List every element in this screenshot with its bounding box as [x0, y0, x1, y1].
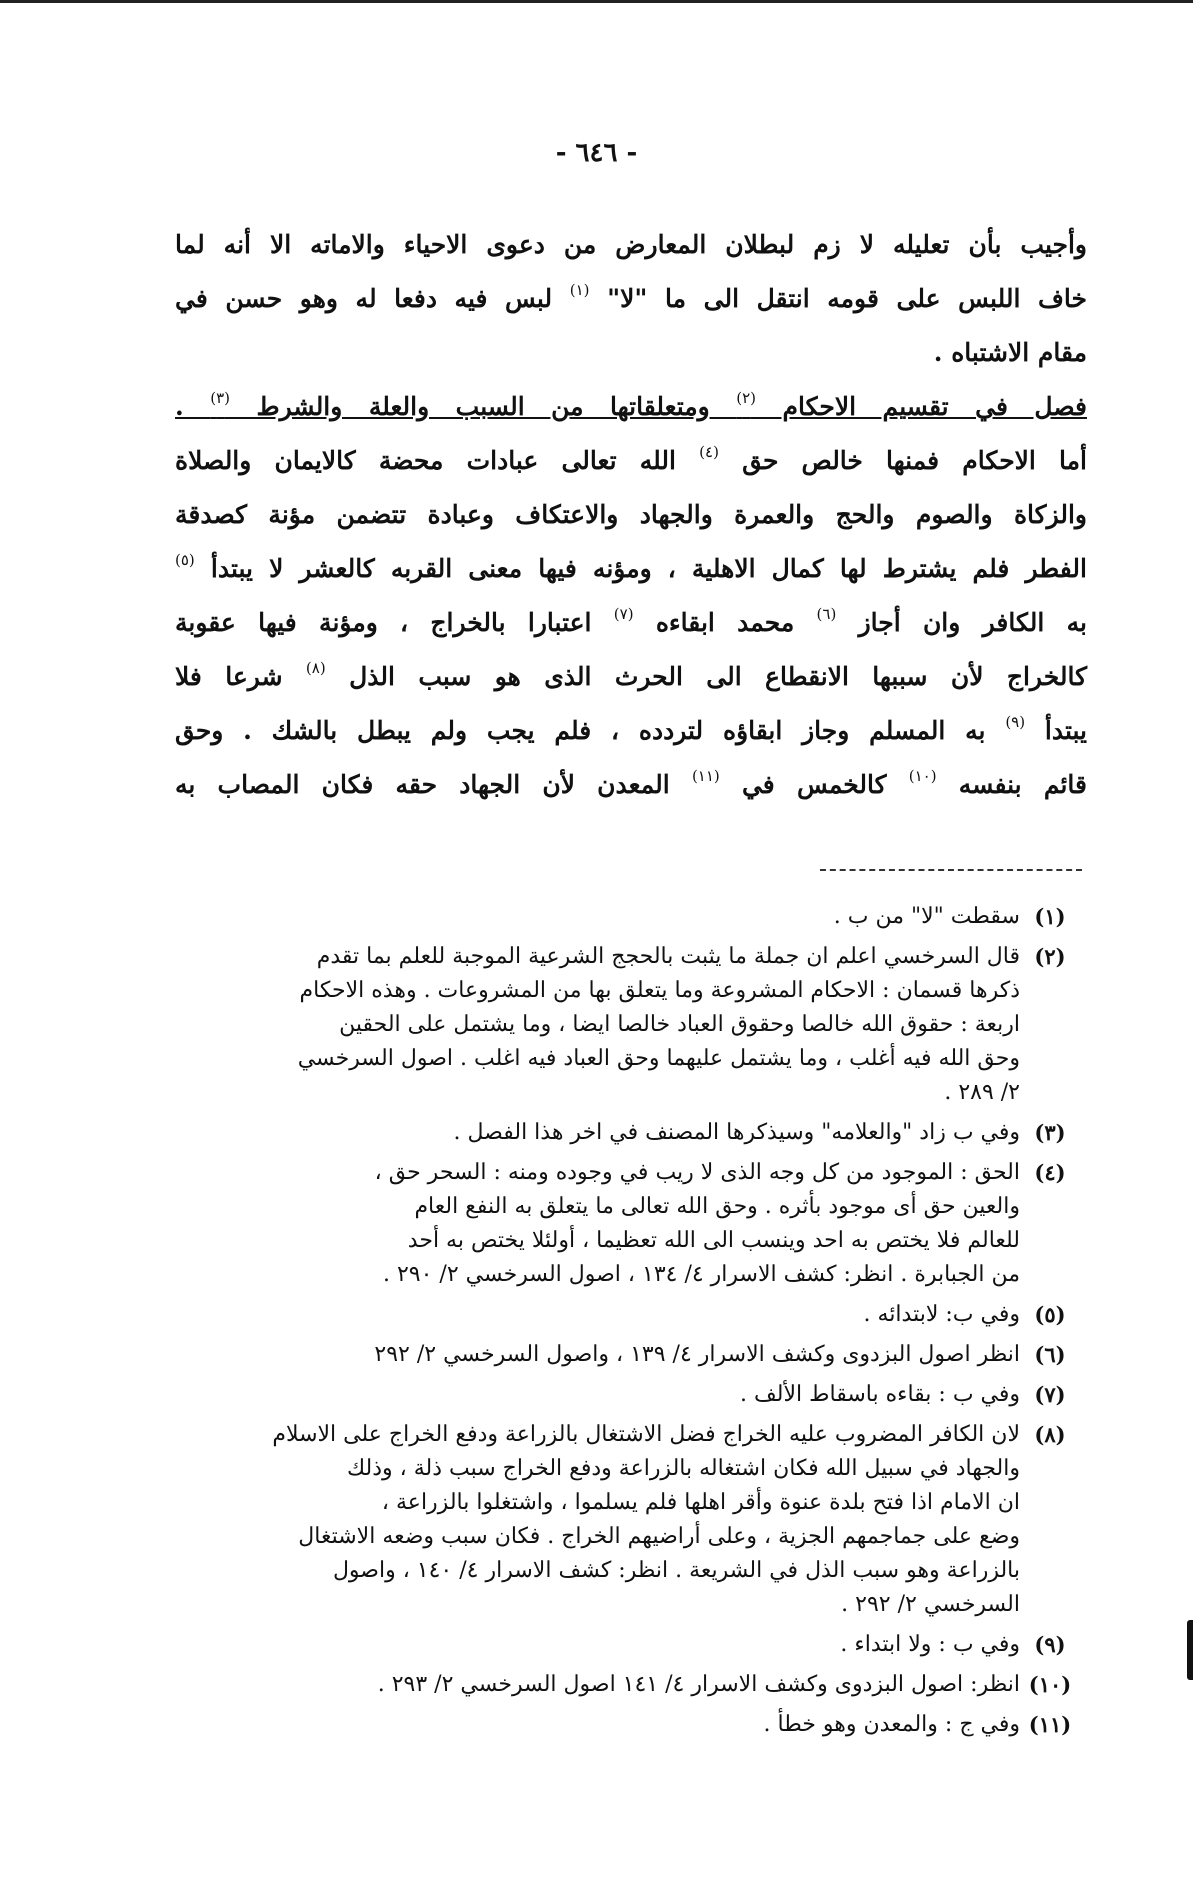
- footnote-number: (١١): [1028, 1712, 1072, 1737]
- footnote-line: للعالم فلا يختص به احد وينسب الى الله تعظيما ، أولئلا يختص به أحد: [407, 1228, 1020, 1253]
- text-line: [175, 488, 1087, 542]
- text-segment: اعتبارا بالخراج ، ومؤنة فيها عقوبة: [175, 608, 614, 637]
- text-line: [175, 650, 1087, 704]
- footnote: [120, 1156, 1075, 1292]
- footnote-separator: [820, 869, 1082, 871]
- footnote-line: ٢/ ٢٨٩ .: [944, 1080, 1020, 1105]
- footnote-line: وفي ب : بقاءه باسقاط الألف .: [740, 1382, 1020, 1407]
- footnote-number: (٣): [1034, 1120, 1066, 1145]
- footnote-number: (٩): [1034, 1632, 1066, 1657]
- text-segment: شرعا فلا: [175, 662, 306, 691]
- footnote: [120, 940, 1075, 1110]
- text-segment: أما الاحكام فمنها خالص حق: [718, 446, 1087, 475]
- text-segment: الفطر فلم يشترط لها كمال الاهلية ، ومؤنه فيها معنى القربه كالعشر لا يبتدأ: [194, 554, 1087, 583]
- footnote-line: قال السرخسي اعلم ان جملة ما يثبت بالحجج الشرعية الموجبة للعلم بما تقدم: [316, 944, 1020, 969]
- footnote-line: انظر: اصول البزدوى وكشف الاسرار ٤/ ١٤١ اصول السرخسي ٢/ ٢٩٣ .: [377, 1672, 1020, 1697]
- text-segment: والزكاة والصوم والحج والعمرة والجهاد والاعتكاف وعبادة تتضمن مؤنة كصدقة: [175, 500, 1087, 529]
- footnote-number: (٤): [1034, 1160, 1066, 1185]
- footnote-line: ان الامام اذا فتح بلدة عنوة وأقر اهلها فلم يسلموا ، واشتغلوا بالزراعة ،: [381, 1490, 1020, 1515]
- footnote-line: السرخسي ٢/ ٢٩٢ .: [841, 1592, 1020, 1617]
- footnote-line: اربعة : حقوق الله خالصا وحقوق العباد خالصا ايضا ، وما يشتمل على الحقين: [339, 1012, 1020, 1037]
- footnote: [120, 1418, 1075, 1622]
- text-segment: به المسلم وجاز ابقاؤه لتردده ، فلم يجب ولم يبطل بالشك . وحق: [175, 716, 1006, 745]
- footnote-line: انظر اصول البزدوى وكشف الاسرار ٤/ ١٣٩ ، واصول السرخسي ٢/ ٢٩٢: [374, 1342, 1020, 1367]
- text-segment: قائم بنفسه: [936, 770, 1087, 799]
- footnote: [120, 1298, 1075, 1332]
- text-segment: مقام الاشتباه .: [933, 338, 1087, 367]
- footnote-ref: (١٠): [908, 767, 937, 785]
- footnote-line: والعين حق أى موجود بأثره . وحق الله تعالى ما يتعلق به النفع العام: [414, 1194, 1020, 1219]
- footnotes: [120, 900, 1075, 1748]
- footnote-number: (٥): [1034, 1302, 1066, 1327]
- footnote-line: الحق : الموجود من كل وجه الذى لا ريب في وجوده ومنه : السحر حق ،: [374, 1160, 1020, 1185]
- text-segment: لبس فيه دفعا له وهو حسن في: [175, 284, 570, 313]
- text-segment: وأجيب بأن تعليله لا زم لبطلان المعارض من دعوى الاحياء والاماته الا أنه لما: [175, 230, 1087, 259]
- footnote-line: وفي ب زاد "والعلامه" وسيذكرها المصنف في اخر هذا الفصل .: [453, 1120, 1020, 1145]
- text-segment: خاف اللبس على قومه انتقل الى ما "لا": [589, 284, 1087, 313]
- footnote-line: لان الكافر المضروب عليه الخراج فضل الاشتغال بالزراعة ودفع الخراج على الاسلام: [272, 1422, 1020, 1447]
- text-line: [175, 758, 1087, 812]
- scan-edge-mark: [1187, 1620, 1193, 1680]
- text-line: [175, 326, 1087, 380]
- text-segment: المعدن لأن الجهاد حقه فكان المصاب به: [175, 770, 692, 799]
- text-segment: به الكافر وان أجاز: [836, 608, 1087, 637]
- footnote-ref: (٩): [1005, 713, 1026, 731]
- text-segment: الله تعالى عبادات محضة كالايمان والصلاة: [175, 446, 700, 475]
- footnote: [120, 900, 1075, 934]
- footnote-line: وفي ب : ولا ابتداء .: [840, 1632, 1020, 1657]
- footnote-line: سقطت "لا" من ب .: [833, 904, 1020, 929]
- footnote-ref: (١): [569, 281, 590, 299]
- footnote: [120, 1338, 1075, 1372]
- footnote-line: وحق الله فيه أغلب ، وما يشتمل عليهما وحق العباد فيه اغلب . اصول السرخسي: [297, 1046, 1020, 1071]
- text-segment: كالخمس في: [719, 770, 909, 799]
- text-line: [175, 272, 1087, 326]
- footnote-line: وفي ج : والمعدن وهو خطأ .: [763, 1712, 1020, 1737]
- footnote: [120, 1628, 1075, 1662]
- text-line: [175, 596, 1087, 650]
- footnote-ref: (٦): [816, 605, 837, 623]
- footnote-ref: (٣): [210, 389, 230, 407]
- footnote-ref: (١١): [691, 767, 720, 785]
- footnote-ref: (٧): [613, 605, 634, 623]
- text-line: [175, 434, 1087, 488]
- text-line: [175, 704, 1087, 758]
- footnote-number: (٦): [1034, 1342, 1066, 1367]
- footnote-line: ذكرها قسمان : الاحكام المشروعة وما يتعلق بها من المشروعات . وهذه الاحكام: [299, 978, 1020, 1003]
- footnote: [120, 1116, 1075, 1150]
- text-segment: ومتعلقاتها من السبب والعلة والشرط: [229, 392, 737, 421]
- footnote-number: (٨): [1034, 1422, 1066, 1447]
- footnote-line: وفي ب: لابتدائه .: [863, 1302, 1020, 1327]
- text-line: [175, 218, 1087, 272]
- section-heading: [175, 380, 1087, 434]
- text-segment: .: [175, 392, 211, 421]
- page-number: - ٦٤٦ -: [555, 138, 638, 168]
- text-segment: يبتدأ: [1025, 716, 1088, 745]
- footnote-ref: (٥): [175, 551, 195, 569]
- footnote-ref: (٤): [699, 443, 719, 461]
- footnote-ref: (٢): [736, 389, 757, 407]
- footnote-number: (٧): [1034, 1382, 1066, 1407]
- main-text: [175, 218, 1087, 812]
- scan-top-edge: [0, 0, 1193, 3]
- footnote-ref: (٨): [305, 659, 326, 677]
- footnote: [120, 1668, 1075, 1702]
- text-segment: محمد ابقاءه: [633, 608, 817, 637]
- footnote-number: (٢): [1034, 944, 1066, 969]
- footnote-number: (١): [1034, 904, 1066, 929]
- footnote-line: بالزراعة وهو سبب الذل في الشريعة . انظر: كشف الاسرار ٤/ ١٤٠ ، واصول: [332, 1558, 1020, 1583]
- text-segment: فصل في تقسيم الاحكام: [756, 392, 1087, 421]
- footnote: [120, 1708, 1075, 1742]
- footnote-line: من الجبابرة . انظر: كشف الاسرار ٤/ ١٣٤ ، اصول السرخسي ٢/ ٢٩٠ .: [382, 1262, 1020, 1287]
- footnote-line: وضع على جماجمهم الجزية ، وعلى أراضيهم الخراج . فكان سبب وضعه الاشتغال: [298, 1524, 1020, 1549]
- footnote-number: (١٠): [1028, 1672, 1072, 1697]
- footnote: [120, 1378, 1075, 1412]
- footnote-line: والجهاد في سبيل الله فكان اشتغاله بالزراعة ودفع الخراج سبب ذلة ، وذلك: [346, 1456, 1020, 1481]
- text-segment: كالخراج لأن سببها الانقطاع الى الحرث الذى هو سبب الذل: [325, 662, 1087, 691]
- text-line: [175, 542, 1087, 596]
